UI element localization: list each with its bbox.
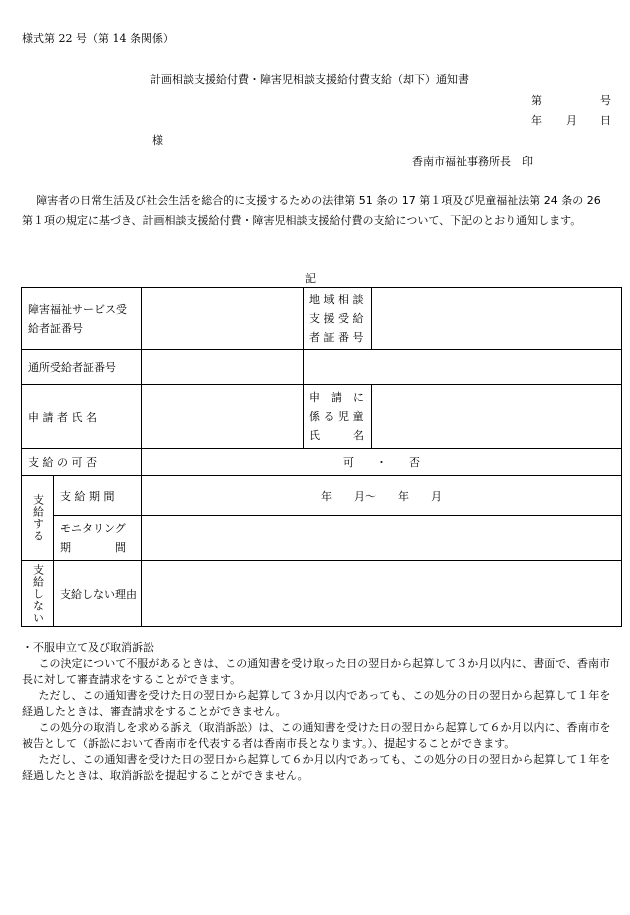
info-table (21, 287, 622, 627)
deny-reason-label: 支給しない理由 (54, 561, 142, 627)
date-year: 年 (531, 114, 542, 127)
doc-no-go: 号 (600, 94, 611, 107)
appeal-notes (22, 640, 614, 784)
child-name-label (304, 385, 372, 449)
table-row (22, 561, 622, 627)
form-number: 様式第 22 号（第 14 条関係） (22, 32, 174, 45)
issuer: 香南市福祉事務所長 印 (412, 155, 533, 168)
body-text: 障害者の日常生活及び社会生活を総合的に支援するための法律第 51 条の 17 第１項及び児童福祉法第 24 条の 26 第１項の規定に基づき、計画相談支援給付費・障害児相談支援給付費の支給について、下記のとおり通知します。 (22, 194, 601, 227)
recipient-number-field[interactable] (142, 288, 304, 350)
child-name-field[interactable] (372, 385, 622, 449)
applicant-name-label: 申 請 者 氏 名 (22, 385, 142, 449)
approval-value[interactable]: 可 ・ 否 (142, 449, 622, 476)
label-line: 障害福祉サービス受 (28, 302, 127, 316)
community-support-label (304, 288, 372, 350)
notes-paragraph: ただし、この通知書を受けた日の翌日から起算して６か月以内であっても、この処分の日の翌日から起算して１年を経過したときは、取消訴訟を提起することができません。 (22, 753, 611, 782)
date-day: 日 (600, 114, 611, 127)
notes-paragraph: この処分の取消しを求める訴え（取消訴訟）は、この通知書を受けた日の翌日から起算して６か月以内に、香南市を被告として（訴訟において香南市を代表する者は香南市長となります。）、提起することができます。 (22, 721, 611, 750)
label-line: 係 る 児 童 (309, 410, 364, 423)
monitoring-period-field[interactable] (142, 516, 622, 561)
approval-label: 支 給 の 可 否 (22, 449, 142, 476)
table-row (22, 350, 622, 385)
community-support-number-field[interactable] (372, 288, 622, 350)
notes-heading: ・不服申立て及び取消訴訟 (22, 641, 154, 654)
label-line: 支 援 受 給 (309, 312, 364, 325)
addressee-sama: 様 (152, 134, 163, 147)
notes-paragraph: この決定について不服があるときは、この通知書を受け取った日の翌日から起算して３か月以内に、書面で、香南市長に対して審査請求をすることができます。 (22, 657, 611, 686)
label-line: モニタリング (60, 522, 126, 535)
label-line: 氏 名 (309, 429, 364, 442)
grant-period-label: 支 給 期 間 (54, 476, 142, 516)
monitoring-period-label (54, 516, 142, 561)
table-row (22, 385, 622, 449)
table-row (22, 288, 622, 350)
day-service-number-label: 通所受給者証番号 (22, 350, 142, 385)
label-line: 期 間 (60, 541, 126, 554)
label-line: 給者証番号 (28, 321, 83, 335)
applicant-name-field[interactable] (142, 385, 304, 449)
grant-section-label (22, 476, 54, 561)
document-title: 計画相談支援給付費・障害児相談支援給付費支給（却下）通知書 (150, 73, 469, 86)
label-line: 申 請 に (309, 391, 364, 404)
vertical-label: 支給する (31, 494, 45, 542)
label-line: 者 証 番 号 (309, 331, 364, 344)
recipient-number-label (22, 288, 142, 350)
ki-label: 記 (305, 272, 316, 285)
table-row (22, 476, 622, 516)
blank-cell (304, 350, 622, 385)
grant-period-value[interactable]: 年 月～ 年 月 (142, 476, 622, 516)
doc-no-dai: 第 (531, 94, 542, 107)
label-line: 地 域 相 談 (309, 293, 364, 306)
deny-reason-field[interactable] (142, 561, 622, 627)
notes-paragraph: ただし、この通知書を受けた日の翌日から起算して３か月以内であっても、この処分の日の翌日から起算して１年を経過したときは、審査請求をすることができません。 (22, 689, 611, 718)
date-month: 月 (566, 114, 577, 127)
deny-section-label (22, 561, 54, 627)
vertical-label: 支給しない (31, 563, 45, 624)
table-row (22, 449, 622, 476)
day-service-number-field[interactable] (142, 350, 304, 385)
table-row (22, 516, 622, 561)
